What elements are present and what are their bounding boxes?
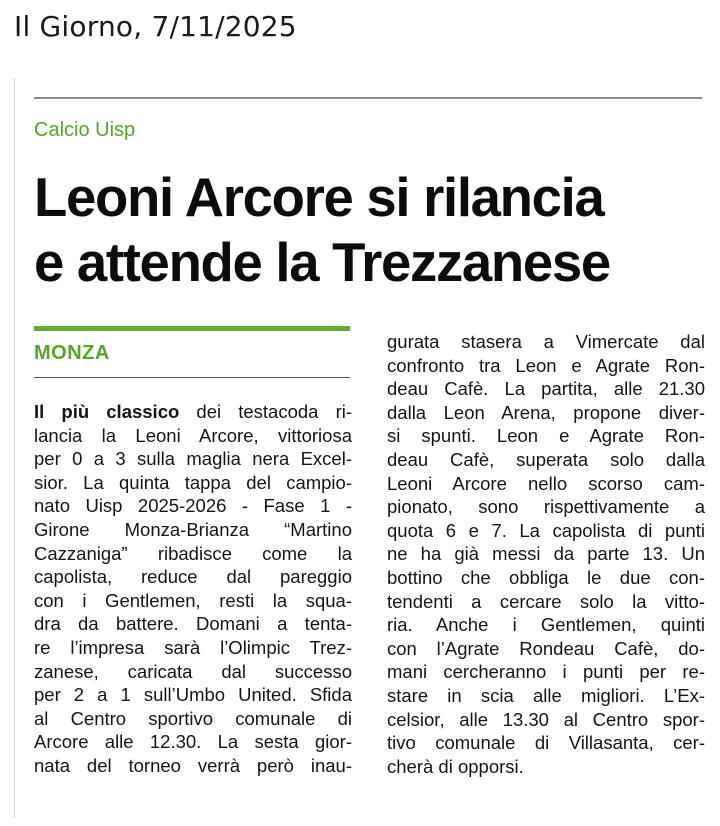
body-column-1 bbox=[34, 400, 352, 778]
body-line: bottino che obbliga le due con- bbox=[387, 566, 705, 588]
section-tag: Calcio Uisp bbox=[34, 119, 136, 141]
body-line: nata del torneo verrà però inau- bbox=[34, 754, 352, 776]
body-line: zanese, caricata dal successo bbox=[34, 660, 352, 682]
headline bbox=[34, 165, 714, 295]
body-column-2 bbox=[387, 330, 705, 778]
body-line: per 2 a 1 sull’Umbo United. Sfida bbox=[34, 684, 352, 706]
body-line: si spunti. Leon e Agrate Ron- bbox=[387, 425, 705, 447]
body-line: con i Gentlemen, resti la squa- bbox=[34, 589, 352, 611]
body-line: Leoni Arcore nello scorso cam- bbox=[387, 472, 705, 494]
body-line: dra da battere. Domani a tenta- bbox=[34, 613, 352, 635]
body-line: cherà di opporsi. bbox=[387, 755, 524, 777]
body-line: stare in scia alle migliori. L’Ex- bbox=[387, 684, 705, 706]
body-line: pionato, sono rispettivamente a bbox=[387, 496, 705, 518]
body-line: deau Cafè, superata solo dalla bbox=[387, 448, 705, 470]
body-line: tendenti a cercare solo la vitto- bbox=[387, 590, 705, 612]
body-line: quota 6 e 7. La capolista di punti bbox=[387, 519, 705, 541]
body-text: dei testacoda ri- bbox=[179, 401, 353, 422]
body-line: con l’Agrate Rondeau Cafè, do- bbox=[387, 637, 705, 659]
margin-rule bbox=[14, 78, 15, 818]
location-rule bbox=[34, 326, 350, 331]
body-line: ne ha già messi da parte 13. Un bbox=[387, 543, 705, 565]
body-line: Girone Monza-Brianza “Martino bbox=[34, 518, 352, 540]
body-line: mani cercheranno i punti per re- bbox=[387, 661, 705, 683]
body-line bbox=[34, 400, 352, 424]
body-line: nato Uisp 2025-2026 - Fase 1 - bbox=[34, 495, 352, 517]
body-line: tivo comunale di Villasanta, cer- bbox=[387, 732, 705, 754]
top-divider bbox=[34, 97, 702, 99]
body-line: re l’impresa sarà l’Olimpic Trez- bbox=[34, 636, 352, 658]
body-line: dalla Leon Arena, propone diver- bbox=[387, 401, 705, 423]
body-line: lancia la Leoni Arcore, vittoriosa bbox=[34, 424, 352, 446]
body-line: sior. La quinta tappa del campio- bbox=[34, 471, 352, 493]
body-line: Arcore alle 12.30. La sesta gior- bbox=[34, 731, 352, 753]
body-line: Cazzaniga” ribadisce come la bbox=[34, 542, 352, 564]
location-underline bbox=[34, 377, 350, 378]
lead-phrase: Il più classico bbox=[34, 401, 180, 422]
source-caption: Il Giorno, 7/11/2025 bbox=[14, 10, 297, 43]
body-line: celsior, alle 13.30 al Centro spor- bbox=[387, 708, 705, 730]
body-line: gurata stasera a Vimercate dal bbox=[387, 331, 705, 352]
body-line: al Centro sportivo comunale di bbox=[34, 707, 352, 729]
body-line: confronto tra Leon e Agrate Ron- bbox=[387, 354, 705, 376]
body-line: per 0 a 3 sulla maglia nera Excel- bbox=[34, 448, 352, 470]
headline-line: Leoni Arcore si rilancia bbox=[34, 167, 604, 228]
body-line: deau Cafè. La partita, alle 21.30 bbox=[387, 378, 705, 400]
headline-line: e attende la Trezzanese bbox=[34, 232, 610, 293]
location-dateline: MONZA bbox=[34, 342, 110, 364]
body-line: ria. Anche i Gentlemen, quinti bbox=[387, 614, 705, 636]
body-line: capolista, reduce dal pareggio bbox=[34, 566, 352, 588]
